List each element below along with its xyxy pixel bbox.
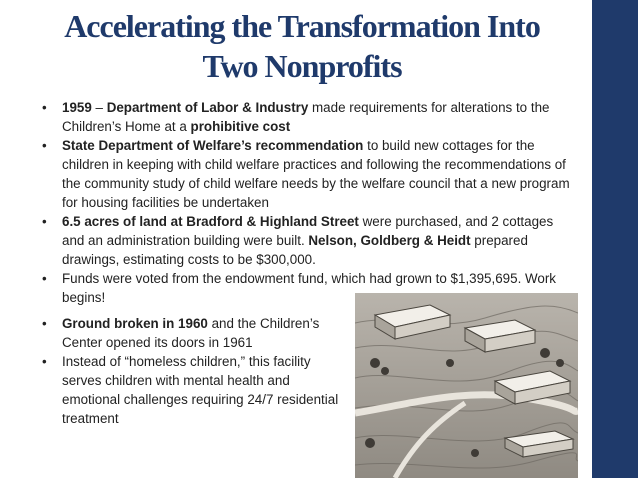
bullet-text: Funds were voted from the endowment fund, which had grown to $1,395,695. Work begins! xyxy=(62,271,557,305)
bullet-text: Instead of “homeless children,” this facility serves children with mental health and emotional challenges requiring 24/7 residential treatment xyxy=(62,354,339,426)
bullet-text: to build new cottages for the children in keeping with child welfare practices and following the recommendations of the community study of child welfare needs by the welfare council that a new program for housing facilities be undertaken xyxy=(62,138,570,210)
bullet-1959 xyxy=(40,98,570,136)
bullet-bold: prohibitive cost xyxy=(190,119,291,134)
bullet-bold: Ground broken in 1960 xyxy=(62,316,208,331)
bullet-list xyxy=(40,98,570,307)
bullet-bold: 6.5 acres of land at Bradford & Highland Street xyxy=(62,214,359,229)
slide-title xyxy=(22,6,582,86)
title-line-2: Two Nonprofits xyxy=(202,48,402,84)
bullet-bold: Department of Labor & Industry xyxy=(106,100,309,115)
bullet-list-lower xyxy=(40,314,350,428)
bullet-land xyxy=(40,212,570,269)
bullet-text: and the Children’s Center opened its doors in 1961 xyxy=(62,316,320,350)
bullet-facility xyxy=(40,352,350,428)
bullet-bold: State Department of Welfare’s recommendation xyxy=(62,138,364,153)
bullet-ground-broken xyxy=(40,314,350,352)
bullet-bold: Nelson, Goldberg & Heidt xyxy=(308,233,471,248)
bullet-text: made requirements for alterations to the Children’s Home at a xyxy=(62,100,550,134)
side-accent-bar xyxy=(592,0,638,478)
bullet-welfare xyxy=(40,136,570,212)
bullet-bold: 1959 xyxy=(62,100,92,115)
title-line-1: Accelerating the Transformation Into xyxy=(64,8,540,44)
architectural-model-photo xyxy=(355,293,578,478)
bullet-text: – xyxy=(91,100,107,115)
bullet-text: prepared drawings, estimating costs to be $300,000. xyxy=(62,233,528,267)
bullet-text: were purchased, and 2 cottages and an administration building were built. xyxy=(62,214,554,248)
